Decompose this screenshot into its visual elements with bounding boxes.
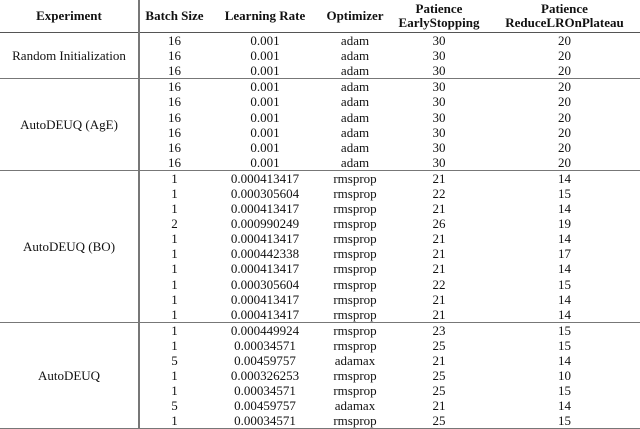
patience-reduce-lr-cell: 20 (558, 124, 571, 140)
learning-rate-cell: 0.001 (250, 79, 280, 95)
patience-early-stopping-cell: 30 (432, 109, 446, 125)
patience-reduce-lr-cell: 14 (558, 170, 571, 186)
header-experiment: Experiment (0, 0, 139, 33)
learning-rate-cell: 0.000305604 (230, 185, 300, 201)
patience-early-stopping-cell: 26 (432, 216, 446, 232)
learning-rate-cell: 0.000305604 (230, 276, 300, 292)
patience-reduce-lr-cell: 20 (558, 33, 571, 49)
batch-size-cell: 1 (171, 276, 178, 292)
learning-rate-cell: 0.001 (250, 109, 280, 125)
batch-size-cell: 16 (139, 155, 209, 171)
patience-early-stopping-cell: 21 (432, 291, 446, 307)
patience-early-stopping-cell: 30 (389, 63, 489, 79)
batch-size-cell: 1 (139, 307, 209, 323)
patience-reduce-lr-cell: 15 (558, 322, 571, 338)
batch-size-cell: 1 (171, 246, 178, 262)
learning-rate-cell: 0.00034571 (234, 337, 296, 353)
optimizer-cell: rmsprop (333, 261, 377, 277)
optimizer-cell: rmsprop (333, 185, 377, 201)
patience-early-stopping-cell: 21 (389, 307, 489, 323)
header-patience-reduce-lr (489, 0, 640, 33)
learning-rate-cell: 0.001 (209, 155, 321, 171)
header-patience-rlr-line2: ReduceLROnPlateau (505, 15, 624, 30)
batch-size-cell: 1 (171, 231, 178, 247)
header-learning-rate: Learning Rate (209, 0, 321, 33)
learning-rate-cell: 0.001 (250, 33, 280, 49)
header-patience-es-line1: Patience (415, 1, 463, 16)
table-row (0, 322, 640, 338)
patience-early-stopping-cell: 30 (432, 33, 446, 49)
patience-reduce-lr-cell: 20 (558, 109, 571, 125)
patience-reduce-lr-cell: 20 (558, 94, 571, 110)
batch-size-cell: 1 (171, 383, 178, 399)
patience-early-stopping-cell: 25 (389, 413, 489, 429)
optimizer-cell: rmsprop (333, 276, 377, 292)
patience-early-stopping-cell: 30 (432, 139, 446, 155)
patience-early-stopping-cell: 25 (432, 368, 446, 384)
batch-size-cell: 16 (168, 48, 181, 64)
patience-reduce-lr-cell: 14 (558, 353, 571, 369)
batch-size-cell: 16 (168, 33, 181, 49)
patience-early-stopping-cell: 30 (432, 79, 446, 95)
header-patience-es-line2: EarlyStopping (398, 15, 480, 30)
header-batch-size: Batch Size (139, 0, 209, 33)
optimizer-cell: rmsprop (333, 170, 377, 186)
optimizer-cell: adamax (334, 398, 376, 414)
optimizer-cell: rmsprop (333, 337, 377, 353)
patience-reduce-lr-cell: 20 (558, 79, 571, 95)
patience-early-stopping-cell: 21 (432, 231, 446, 247)
learning-rate-cell: 0.000990249 (230, 216, 300, 232)
batch-size-cell: 1 (171, 201, 178, 217)
learning-rate-cell: 0.000413417 (230, 291, 300, 307)
batch-size-cell: 16 (139, 63, 209, 79)
patience-reduce-lr-cell: 15 (558, 337, 571, 353)
header-patience-rlr-line1: Patience (541, 1, 588, 16)
optimizer-cell: rmsprop (333, 368, 377, 384)
table-row (0, 170, 640, 186)
patience-early-stopping-cell: 21 (432, 201, 446, 217)
learning-rate-cell: 0.001 (250, 124, 280, 140)
learning-rate-cell: 0.001 (250, 139, 280, 155)
optimizer-cell: rmsprop (333, 231, 377, 247)
patience-early-stopping-cell: 30 (389, 155, 489, 171)
batch-size-cell: 16 (168, 79, 181, 95)
experiment-cell: AutoDEUQ (AgE) (0, 79, 139, 171)
learning-rate-cell: 0.001 (250, 48, 280, 64)
table-row (0, 79, 640, 95)
learning-rate-cell: 0.000413417 (230, 201, 300, 217)
optimizer-cell: adam (340, 139, 370, 155)
patience-reduce-lr-cell: 15 (489, 413, 640, 429)
batch-size-cell: 16 (168, 139, 181, 155)
batch-size-cell: 1 (171, 368, 178, 384)
optimizer-cell: rmsprop (333, 246, 377, 262)
learning-rate-cell: 0.00034571 (209, 413, 321, 429)
patience-reduce-lr-cell: 14 (558, 201, 571, 217)
patience-early-stopping-cell: 21 (432, 398, 446, 414)
optimizer-cell: rmsprop (333, 383, 377, 399)
table-body (0, 33, 640, 429)
patience-early-stopping-cell: 22 (432, 276, 446, 292)
patience-reduce-lr-cell: 17 (558, 246, 571, 262)
patience-reduce-lr-cell: 14 (558, 231, 571, 247)
experiment-cell: AutoDEUQ (0, 322, 139, 429)
optimizer-cell: rmsprop (321, 307, 389, 323)
batch-size-cell: 1 (171, 185, 178, 201)
patience-reduce-lr-cell: 15 (558, 276, 571, 292)
learning-rate-cell: 0.000413417 (230, 170, 300, 186)
batch-size-cell: 16 (168, 124, 181, 140)
learning-rate-cell: 0.000413417 (230, 231, 300, 247)
patience-reduce-lr-cell: 14 (489, 307, 640, 323)
patience-early-stopping-cell: 21 (432, 170, 446, 186)
patience-early-stopping-cell: 23 (432, 322, 446, 338)
optimizer-cell: adam (340, 124, 370, 140)
patience-reduce-lr-cell: 20 (558, 139, 571, 155)
patience-early-stopping-cell: 21 (432, 353, 446, 369)
optimizer-cell: adam (321, 155, 389, 171)
patience-reduce-lr-cell: 10 (558, 368, 571, 384)
patience-early-stopping-cell: 30 (432, 94, 446, 110)
patience-reduce-lr-cell: 19 (558, 216, 571, 232)
learning-rate-cell: 0.000326253 (230, 368, 300, 384)
patience-reduce-lr-cell: 14 (558, 398, 571, 414)
batch-size-cell: 1 (171, 322, 178, 338)
experiment-cell: AutoDEUQ (BO) (0, 170, 139, 322)
batch-size-cell: 5 (171, 353, 178, 369)
patience-early-stopping-cell: 30 (432, 124, 446, 140)
batch-size-cell: 2 (171, 216, 178, 232)
batch-size-cell: 16 (168, 94, 181, 110)
table-header-row (0, 0, 640, 33)
optimizer-cell: adam (340, 48, 370, 64)
optimizer-cell: adam (340, 94, 370, 110)
patience-reduce-lr-cell: 14 (558, 261, 571, 277)
patience-early-stopping-cell: 25 (432, 383, 446, 399)
patience-reduce-lr-cell: 14 (558, 291, 571, 307)
batch-size-cell: 5 (171, 398, 178, 414)
optimizer-cell: rmsprop (333, 216, 377, 232)
optimizer-cell: rmsprop (333, 291, 377, 307)
learning-rate-cell: 0.000413417 (230, 261, 300, 277)
batch-size-cell: 1 (171, 337, 178, 353)
patience-early-stopping-cell: 30 (432, 48, 446, 64)
table-row (0, 33, 640, 49)
patience-reduce-lr-cell: 20 (489, 63, 640, 79)
optimizer-cell: rmsprop (333, 322, 377, 338)
learning-rate-cell: 0.000413417 (209, 307, 321, 323)
optimizer-cell: adamax (334, 353, 376, 369)
batch-size-cell: 1 (171, 170, 178, 186)
header-optimizer: Optimizer (321, 0, 389, 33)
patience-reduce-lr-cell: 20 (558, 48, 571, 64)
learning-rate-cell: 0.001 (209, 63, 321, 79)
learning-rate-cell: 0.000442338 (230, 246, 300, 262)
batch-size-cell: 1 (171, 291, 178, 307)
experiment-cell: Random Initialization (0, 33, 139, 79)
optimizer-cell: adam (340, 109, 370, 125)
optimizer-cell: rmsprop (333, 201, 377, 217)
learning-rate-cell: 0.001 (250, 94, 280, 110)
optimizer-cell: adam (321, 63, 389, 79)
optimizer-cell: adam (340, 33, 370, 49)
patience-early-stopping-cell: 21 (432, 261, 446, 277)
learning-rate-cell: 0.00459757 (234, 398, 296, 414)
batch-size-cell: 1 (139, 413, 209, 429)
patience-reduce-lr-cell: 15 (558, 383, 571, 399)
learning-rate-cell: 0.00034571 (234, 383, 296, 399)
patience-reduce-lr-cell: 20 (489, 155, 640, 171)
optimizer-cell: adam (340, 79, 370, 95)
learning-rate-cell: 0.00459757 (234, 353, 296, 369)
optimizer-cell: rmsprop (321, 413, 389, 429)
patience-early-stopping-cell: 21 (432, 246, 446, 262)
patience-early-stopping-cell: 22 (432, 185, 446, 201)
patience-reduce-lr-cell: 15 (558, 185, 571, 201)
patience-early-stopping-cell: 25 (432, 337, 446, 353)
header-patience-early-stopping (389, 0, 489, 33)
batch-size-cell: 16 (168, 109, 181, 125)
learning-rate-cell: 0.000449924 (230, 322, 300, 338)
batch-size-cell: 1 (171, 261, 178, 277)
